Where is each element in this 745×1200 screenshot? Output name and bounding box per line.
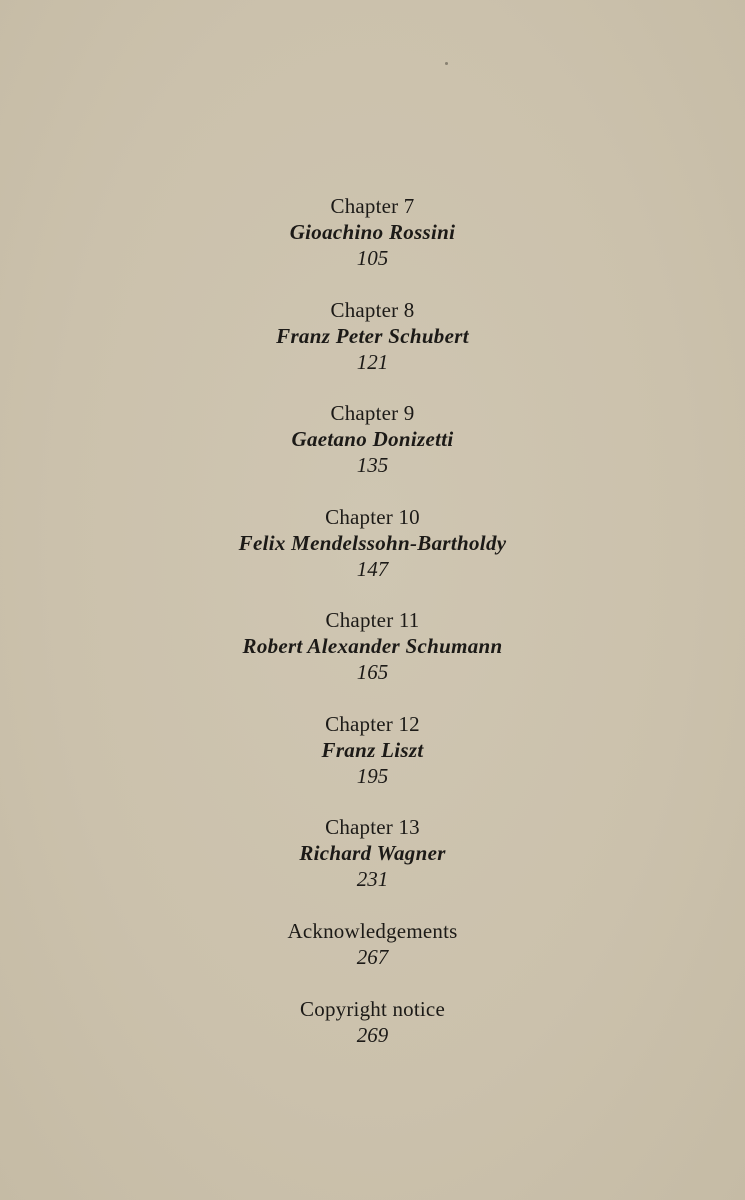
toc-entry-chapter-9[interactable] xyxy=(0,400,745,504)
chapter-label: Chapter 11 xyxy=(325,608,420,632)
chapter-title: Felix Mendelssohn-Bartholdy xyxy=(238,530,507,555)
chapter-label: Chapter 12 xyxy=(325,711,420,736)
table-of-contents xyxy=(0,193,745,1074)
page-number: 195 xyxy=(356,763,389,788)
chapter-label: Chapter 9 xyxy=(330,401,415,425)
chapter-title: Robert Alexander Schumann xyxy=(242,634,503,658)
dust-speck xyxy=(445,62,448,65)
page-number: 105 xyxy=(356,246,389,270)
page-number: 269 xyxy=(356,1022,389,1047)
chapter-label: Chapter 8 xyxy=(330,297,415,322)
chapter-label: Chapter 7 xyxy=(330,194,415,218)
toc-entry-acknowledgements[interactable] xyxy=(0,918,745,996)
page-number: 231 xyxy=(356,867,389,891)
chapter-title: Franz Liszt xyxy=(321,737,424,762)
toc-entry-chapter-13[interactable] xyxy=(0,814,745,918)
page-number: 147 xyxy=(356,556,389,581)
toc-entry-chapter-12[interactable] xyxy=(0,711,745,815)
chapter-label: Chapter 13 xyxy=(325,815,420,839)
toc-entry-chapter-8[interactable] xyxy=(0,297,745,401)
chapter-title: Gaetano Donizetti xyxy=(291,427,454,451)
chapter-title: Gioachino Rossini xyxy=(289,220,456,244)
chapter-label: Chapter 10 xyxy=(325,504,420,529)
page-number: 135 xyxy=(356,453,389,477)
toc-entry-copyright-notice[interactable] xyxy=(0,996,745,1074)
page-number: 267 xyxy=(356,944,389,969)
chapter-title: Franz Peter Schubert xyxy=(276,323,469,348)
toc-entry-chapter-7[interactable] xyxy=(0,193,745,297)
toc-entry-chapter-10[interactable] xyxy=(0,504,745,608)
page-number: 121 xyxy=(356,349,389,374)
section-label: Acknowledgements xyxy=(287,918,458,943)
chapter-title: Richard Wagner xyxy=(299,841,446,865)
toc-entry-chapter-11[interactable] xyxy=(0,607,745,711)
page-number: 165 xyxy=(356,660,389,684)
section-label: Copyright notice xyxy=(300,996,445,1021)
